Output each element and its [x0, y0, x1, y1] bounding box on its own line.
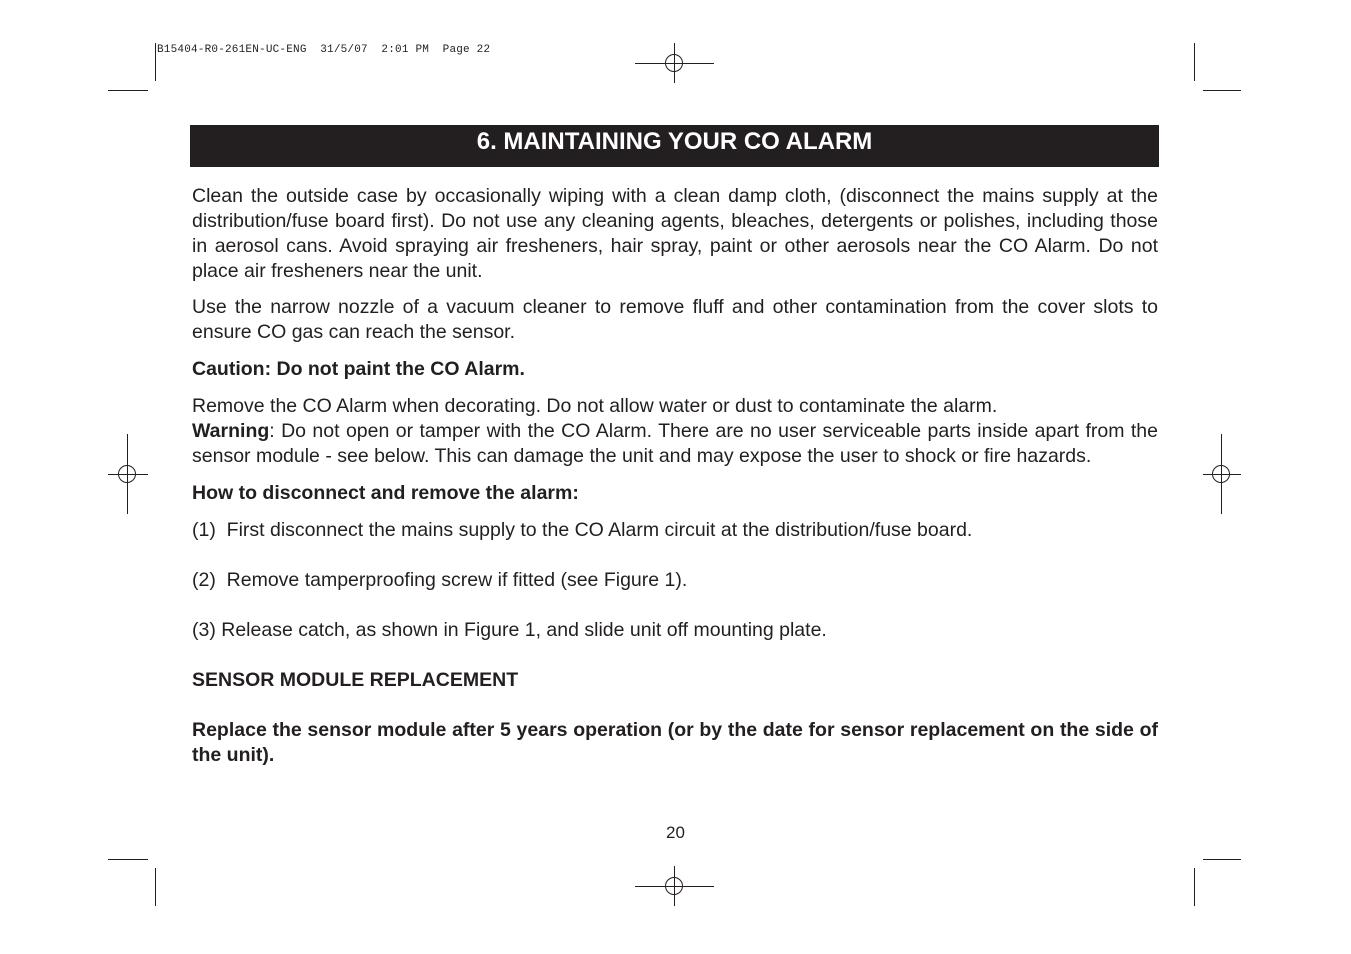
- printer-slug: B15404-R0-261EN-UC-ENG 31/5/07 2:01 PM Page 22: [157, 44, 491, 56]
- cleaning-paragraph: Clean the outside case by occasionally wiping with a clean damp cloth, (disconnect the mains supply at the distribution/fuse board first). Do not use any cleaning agents, bleaches, detergents or polishes, including those in aerosol cans. Avoid spraying air fresheners, hair spray, paint or other aerosols near the CO Alarm. Do not place air fresheners near the unit.: [192, 185, 1158, 282]
- crop-mark-bottom-left-v: [155, 868, 156, 906]
- warning-text: : Do not open or tamper with the CO Alarm. There are no user serviceable parts inside apart from the sensor module - see below. This can damage the unit and may expose the user to shock or fire hazards.: [192, 420, 1158, 467]
- crop-mark-top-left-h: [108, 90, 148, 91]
- crop-mark-top-right-v: [1194, 43, 1195, 81]
- registration-circle-bottom: [665, 877, 683, 895]
- crop-mark-bottom-right-v: [1194, 868, 1195, 906]
- caution-note: Caution: Do not paint the CO Alarm.: [192, 358, 525, 380]
- vacuum-paragraph: Use the narrow nozzle of a vacuum cleaner to remove fluff and other contamination from the cover slots to ensure CO gas can reach the sensor.: [192, 296, 1158, 343]
- decorating-paragraph: Remove the CO Alarm when decorating. Do not allow water or dust to contaminate the alarm.: [192, 395, 998, 417]
- crop-mark-bottom-left-h: [108, 859, 148, 860]
- step-1: (1) First disconnect the mains supply to the CO Alarm circuit at the distribution/fuse board.: [192, 519, 973, 541]
- disconnect-heading: How to disconnect and remove the alarm:: [192, 482, 579, 504]
- sensor-replacement-heading: SENSOR MODULE REPLACEMENT: [192, 669, 519, 691]
- crop-mark-top-right-h: [1203, 90, 1241, 91]
- registration-circle-left: [118, 465, 136, 483]
- sensor-replacement-text: Replace the sensor module after 5 years operation (or by the date for sensor replacement on the side of the unit).: [192, 719, 1158, 766]
- warning-label: Warning: [192, 420, 270, 442]
- registration-circle-right: [1212, 465, 1230, 483]
- crop-mark-bottom-right-h: [1203, 859, 1241, 860]
- registration-circle-top: [665, 54, 683, 72]
- section-body: [192, 184, 1158, 768]
- section-title: 6. MAINTAINING YOUR CO ALARM: [190, 125, 1159, 167]
- crop-mark-top-left-v: [155, 43, 156, 81]
- step-3: (3) Release catch, as shown in Figure 1, and slide unit off mounting plate.: [192, 619, 827, 641]
- step-2: (2) Remove tamperproofing screw if fitted (see Figure 1).: [192, 569, 688, 591]
- warning-paragraph: [192, 419, 1158, 469]
- page-number: 20: [666, 823, 685, 842]
